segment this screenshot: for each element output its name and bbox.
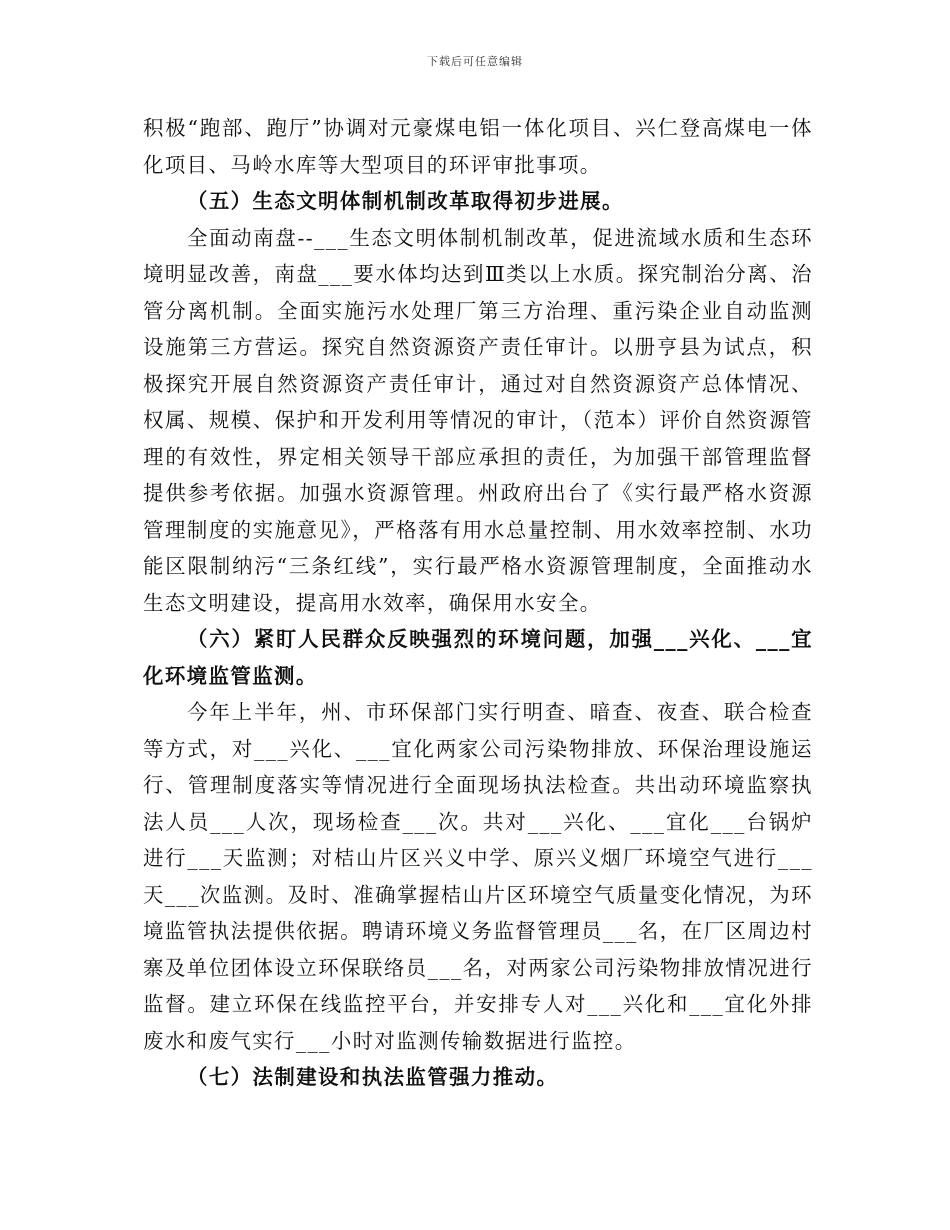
section-heading-5: （五）生态文明体制机制改革取得初步进展。	[187, 189, 624, 213]
section-heading-7: （七）法制建设和执法监管强力推动。	[187, 1065, 559, 1089]
paragraph-environment-monitoring: 今年上半年，州、市环保部门实行明查、暗查、夜查、联合检查等方式，对___兴化、___宜化两家公司污染物排放、环保治理设施运行、管理制度落实等情况进行全面现场执法检查。共出动环境监察执法人员___人次，现场检查___次。共对___兴化、___宜化___台锅炉进行___天监测；对桔山片区兴义中学、原兴义烟厂环境空气进行___天___次监测。及时、准确掌握桔山片区环境空气质量变化情况，为环境监管执法提供依据。聘请环境义务监督管理员___名，在厂区周边村寨及单位团体设立环保联络员___名，对两家公司污染物排放情况进行监督。建立环保在线监控平台，并安排专人对___兴化和___宜化外排废水和废气实行___小时对监测传输数据进行监控。	[143, 700, 813, 1053]
document-body	[143, 110, 813, 1096]
paragraph-ecological-reform: 全面动南盘--___生态文明体制机制改革，促进流域水质和生态环境明显改善，南盘___要水体均达到Ⅲ类以上水质。探究制治分离、治管分离机制。全面实施污水处理厂第三方治理、重污染企业自动监测设施第三方营运。探究自然资源资产责任审计。以册亨县为试点，积极探究开展自然资源资产责任审计，通过对自然资源资产总体情况、权属、规模、保护和开发利用等情况的审计，（范本）评价自然资源管理的有效性，界定相关领导干部应承担的责任，为加强干部管理监督提供参考依据。加强水资源管理。州政府出台了《实行最严格水资源管理制度的实施意见》，严格落有用水总量控制、用水效率控制、水功能区限制纳污“三条红线”，实行最严格水资源管理制度，全面推动水生态文明建设，提高用水效率，确保用水安全。	[143, 225, 813, 615]
paragraph-continuation: 积极“跑部、跑厅”协调对元豪煤电铝一体化项目、兴仁登高煤电一体化项目、马岭水库等大型项目的环评审批事项。	[143, 116, 813, 177]
page-header-note: 下载后可任意编辑	[427, 55, 523, 68]
section-heading-6: （六）紧盯人民群众反映强烈的环境问题，加强___兴化、___宜化环境监管监测。	[143, 627, 813, 688]
